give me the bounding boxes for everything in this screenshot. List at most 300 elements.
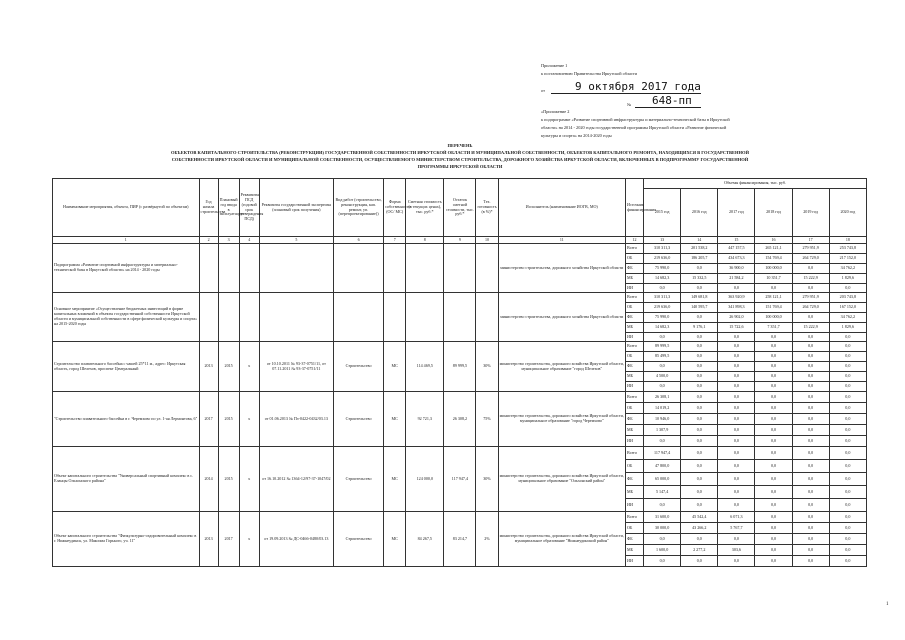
table-row: [53, 244, 867, 254]
number-label: №: [627, 102, 632, 107]
cell-value: 31 600,0: [644, 512, 681, 523]
cell-value: 0,0: [792, 512, 829, 523]
cell-value: 14 682,3: [644, 323, 681, 333]
cell-value: 75 990,0: [644, 313, 681, 323]
cell-value: 0,0: [718, 284, 755, 293]
cell-value: 0,0: [681, 313, 718, 323]
cell-value: 15 722,6: [718, 323, 755, 333]
cell-name: Основное мероприятие «Осуществление бюджетных инвестиций в форме капитальных вложений в объекты государственной собственности Иркутской области и муниципальной собственности в сфере физической культуры и спорта» на 2015-2020 годы: [53, 293, 200, 342]
cell-value: 0,0: [681, 342, 718, 352]
cell-value: 0,0: [718, 499, 755, 512]
cell-executor: министерство строительства, дорожного хозяйства Иркутской области, муниципальное образование "город Черемхово": [498, 392, 625, 447]
cell-value: 341 898,3: [718, 303, 755, 313]
cell-value: 0,0: [681, 352, 718, 362]
cell-value: 0,0: [755, 414, 792, 425]
cell-cost: 114 469,5: [406, 342, 444, 392]
cell-source: Всего: [626, 392, 644, 403]
cell-source: ОБ: [626, 403, 644, 414]
cell-expertise: от 16.10.2012 № 1364-12/97-37-1047/02: [259, 447, 333, 512]
cell-psd: [239, 244, 259, 293]
number-underline: [635, 107, 701, 108]
cell-value: 0,0: [681, 425, 718, 436]
cell-expertise: от 19.09.2013 № ДС-0466-0480/03.13: [259, 512, 333, 567]
date-from-label: от: [541, 88, 545, 93]
cell-work-type: Строительство: [333, 342, 383, 392]
cell-value: 0,0: [829, 534, 866, 545]
cell-work-type: [333, 293, 383, 342]
cell-value: 0,0: [644, 534, 681, 545]
cell-value: 0,0: [755, 284, 792, 293]
cell-source: ИИ: [626, 284, 644, 293]
cell-executor: министерство строительства, дорожного хозяйства Иркутской области, муниципальное образование "Нижнеудинский район": [498, 512, 625, 567]
cell-psd: x: [239, 512, 259, 567]
cell-value: 0,0: [755, 425, 792, 436]
cell-source: ОБ: [626, 352, 644, 362]
cell-value: 14 019,2: [644, 403, 681, 414]
cell-source: Всего: [626, 342, 644, 352]
cell-value: 0,0: [681, 499, 718, 512]
col-header-year-2017: 2017 год: [718, 189, 755, 237]
cell-value: 0,0: [792, 486, 829, 499]
cell-work-type: [333, 244, 383, 293]
cell-start-year: [199, 244, 218, 293]
cell-expertise: [259, 293, 333, 342]
cell-start-year: [199, 293, 218, 342]
col-header-year-2018: 2018 год: [755, 189, 792, 237]
cell-value: 0,0: [829, 499, 866, 512]
col-num: 16: [755, 237, 792, 244]
cell-value: 303,6: [718, 545, 755, 556]
cell-value: 0,0: [792, 333, 829, 342]
cell-value: 0,0: [718, 436, 755, 447]
cell-source: МБ: [626, 372, 644, 382]
cell-value: 0,0: [792, 460, 829, 473]
cell-value: 0,0: [644, 382, 681, 392]
cell-value: 15 222,9: [792, 323, 829, 333]
cell-source: Всего: [626, 512, 644, 523]
document-title-line3: СОБСТВЕННОСТИ ИРКУТСКОЙ ОБЛАСТИ И МУНИЦИПАЛЬНОЙ СОБСТВЕННОСТИ, ОСУЩЕСТВЛЯЕМОГО МИНИСТЕРСТВОМ СТРОИТЕЛЬСТВА, ДОРОЖНОГО ХОЗЯЙСТВА ИРКУТСКОЙ ОБЛАСТИ, ВКЛЮЧЕННЫХ В ПОДПРОГРАММУ ГОСУДАРСТВЕННОЙ: [171, 157, 749, 162]
cell-source: ФБ: [626, 534, 644, 545]
cell-value: 0,0: [755, 352, 792, 362]
cell-name: Строительство плавательного бассейна с чашей 25*11 м., адрес: Иркутская область, город Шелехов, проспект Центральный: [53, 342, 200, 392]
cell-value: 26 308,1: [644, 392, 681, 403]
cell-value: 14 682,3: [644, 274, 681, 284]
cell-value: 0,0: [829, 362, 866, 372]
cell-value: 0,0: [718, 372, 755, 382]
cell-source: ФБ: [626, 264, 644, 274]
cell-value: 9 176,1: [681, 323, 718, 333]
cell-source: МБ: [626, 274, 644, 284]
cell-value: 117 947,4: [644, 447, 681, 460]
cell-value: 0,0: [681, 460, 718, 473]
col-num: 18: [829, 237, 866, 244]
cell-value: 0,0: [755, 473, 792, 486]
cell-value: 0,0: [792, 556, 829, 567]
appendix-subtitle: к постановлению Правительства Иркутской области: [541, 71, 637, 76]
cell-cost: 84 267,5: [406, 512, 444, 567]
cell-psd: [239, 293, 259, 342]
cell-value: 89 999,5: [644, 342, 681, 352]
cell-value: 7 351,7: [755, 323, 792, 333]
col-num: 7: [384, 237, 406, 244]
cell-value: 258 121,1: [755, 293, 792, 303]
col-num: 1: [53, 237, 200, 244]
cell-executor: министерство строительства, дорожного хозяйства Иркутской области: [498, 293, 625, 342]
cell-executor: министерство строительства, дорожного хозяйства Иркутской области, муниципальное образование "Ольхонский район": [498, 447, 625, 512]
cell-plan-year: [218, 244, 239, 293]
cell-value: 186 205,7: [681, 254, 718, 264]
cell-value: 5 147,4: [644, 486, 681, 499]
table-row: [53, 447, 867, 460]
col-num: 12: [626, 237, 644, 244]
cell-value: 0,0: [644, 556, 681, 567]
cell-value: 447 157,5: [718, 244, 755, 254]
cell-value: 0,0: [681, 264, 718, 274]
cell-ownership: МС: [384, 447, 406, 512]
col-header-executor: Исполнитель (наименование ИОГВ, МО): [498, 179, 625, 237]
cell-value: 0,0: [829, 382, 866, 392]
cell-rest: 83 214,7: [444, 512, 476, 567]
cell-value: 151 769,4: [755, 303, 792, 313]
cell-expertise: [259, 244, 333, 293]
cell-value: 0,0: [755, 486, 792, 499]
cell-executor: министерство строительства, дорожного хозяйства Иркутской области, муниципальное образование "город Шелехов": [498, 342, 625, 392]
cell-source: ФБ: [626, 362, 644, 372]
cell-value: 0,0: [792, 284, 829, 293]
cell-readiness: 30%: [476, 447, 498, 512]
cell-value: 0,0: [681, 556, 718, 567]
cell-value: 0,0: [681, 436, 718, 447]
cell-value: 0,0: [718, 352, 755, 362]
cell-value: 0,0: [755, 460, 792, 473]
cell-name: Объект капитального строительства "Физкультурно-оздоровительный комплекс в г. Нижнеудинск, ул. Максима Горького, уч. 11": [53, 512, 200, 567]
cell-value: 10 946,0: [644, 414, 681, 425]
cell-value: 0,0: [829, 512, 866, 523]
cell-cost: [406, 293, 444, 342]
cell-ownership: [384, 244, 406, 293]
cell-value: 4 500,0: [644, 372, 681, 382]
cell-value: 0,0: [718, 460, 755, 473]
col-num: 15: [718, 237, 755, 244]
cell-ownership: [384, 293, 406, 342]
cell-source: ИИ: [626, 556, 644, 567]
cell-value: 0,0: [718, 392, 755, 403]
cell-value: 0,0: [792, 403, 829, 414]
cell-value: 1 829,6: [829, 274, 866, 284]
cell-value: 0,0: [718, 447, 755, 460]
cell-value: 0,0: [792, 499, 829, 512]
cell-value: 0,0: [829, 352, 866, 362]
cell-start-year: 2013: [199, 512, 218, 567]
cell-value: 0,0: [681, 333, 718, 342]
col-header-plan-year: Плановый год ввода в эксплуатацию: [218, 179, 239, 237]
handwritten-number: 648-пп: [652, 94, 692, 107]
cell-value: 0,0: [681, 447, 718, 460]
cell-value: 0,0: [755, 382, 792, 392]
cell-source: МБ: [626, 545, 644, 556]
cell-readiness: [476, 293, 498, 342]
table-row: [53, 293, 867, 303]
cell-value: 310 311,3: [644, 244, 681, 254]
col-header-rest: Остаток сметной стоимости, тыс. руб.*: [444, 179, 476, 237]
cell-ownership: МС: [384, 512, 406, 567]
cell-value: 0,0: [718, 362, 755, 372]
cell-value: 149 681,8: [681, 293, 718, 303]
cell-value: 0,0: [718, 486, 755, 499]
cell-value: 100 000,0: [755, 313, 792, 323]
cell-source: Всего: [626, 293, 644, 303]
cell-value: 1 829,6: [829, 323, 866, 333]
cell-value: 65 000,0: [644, 473, 681, 486]
cell-source: Всего: [626, 244, 644, 254]
cell-name: "Строительство плавательного бассейна в г. Черемхово по ул. 1-ая Лермонтова, 6": [53, 392, 200, 447]
cell-value: 0,0: [755, 447, 792, 460]
cell-value: 15 332,5: [681, 274, 718, 284]
cell-source: ОБ: [626, 303, 644, 313]
cell-source: ИИ: [626, 333, 644, 342]
cell-value: 0,0: [681, 362, 718, 372]
cell-value: 0,0: [829, 436, 866, 447]
cell-readiness: 30%: [476, 342, 498, 392]
cell-value: 0,0: [829, 333, 866, 342]
cell-value: 0,0: [792, 382, 829, 392]
cell-value: 0,0: [792, 425, 829, 436]
cell-value: 26 902,0: [718, 313, 755, 323]
cell-value: 0,0: [718, 556, 755, 567]
cell-value: 0,0: [681, 382, 718, 392]
col-header-ownership: Форма собственности (ОС/ МС): [384, 179, 406, 237]
col-header-psd: Реквизиты ПСД (годовой срок утверждения ПСД): [239, 179, 259, 237]
cell-value: 0,0: [792, 372, 829, 382]
cell-rest: 26 308,2: [444, 392, 476, 447]
cell-value: 85 499,5: [644, 352, 681, 362]
cell-value: 0,0: [829, 392, 866, 403]
appendix2-line2: к подпрограмме «Развитие спортивной инфраструктуры и материально-технической базы в Иркутской: [541, 117, 730, 122]
col-num: 4: [239, 237, 259, 244]
cell-value: 0,0: [644, 284, 681, 293]
cell-value: 0,0: [755, 342, 792, 352]
cell-value: 201 538,2: [681, 244, 718, 254]
col-num: 9: [444, 237, 476, 244]
cell-value: 279 951,9: [792, 293, 829, 303]
cell-cost: 92 721,3: [406, 392, 444, 447]
table-row: [53, 392, 867, 403]
cell-psd: x: [239, 342, 259, 392]
cell-value: 310 311,3: [644, 293, 681, 303]
col-num: 8: [406, 237, 444, 244]
col-num: 3: [218, 237, 239, 244]
cell-value: 45 542,4: [681, 512, 718, 523]
handwritten-date: 9 октября 2017 года: [575, 80, 701, 93]
cell-value: 203 743,8: [829, 293, 866, 303]
cell-value: 219 636,0: [644, 303, 681, 313]
cell-source: ОБ: [626, 460, 644, 473]
cell-work-type: Строительство: [333, 447, 383, 512]
col-num: 17: [792, 237, 829, 244]
cell-value: 0,0: [681, 372, 718, 382]
cell-start-year: 2013: [199, 342, 218, 392]
cell-value: 154 769,4: [755, 254, 792, 264]
cell-value: 0,0: [792, 447, 829, 460]
cell-value: 0,0: [792, 545, 829, 556]
cell-readiness: [476, 244, 498, 293]
cell-source: ИИ: [626, 436, 644, 447]
cell-value: 36 900,0: [718, 264, 755, 274]
col-header-year-2016: 2016 год: [681, 189, 718, 237]
col-num: 5: [259, 237, 333, 244]
cell-value: 0,0: [829, 342, 866, 352]
cell-value: 0,0: [718, 473, 755, 486]
cell-value: 0,0: [792, 414, 829, 425]
cell-expertise: от 01.06.2013 № Пз-0422-0432/03.13: [259, 392, 333, 447]
cell-value: 0,0: [644, 333, 681, 342]
cell-value: 219 636,0: [644, 254, 681, 264]
cell-value: 0,0: [792, 534, 829, 545]
cell-value: 0,0: [718, 414, 755, 425]
cell-value: 0,0: [792, 523, 829, 534]
cell-value: 0,0: [644, 499, 681, 512]
cell-value: 0,0: [755, 392, 792, 403]
col-header-expertise: Реквизиты государственной экспертизы (плановый срок получения): [259, 179, 333, 237]
cell-rest: [444, 244, 476, 293]
cell-value: 0,0: [755, 362, 792, 372]
cell-source: ФБ: [626, 414, 644, 425]
cell-executor: министерство строительства, дорожного хозяйства Иркутской области: [498, 244, 625, 293]
cell-value: 15 222,9: [792, 274, 829, 284]
cell-ownership: МС: [384, 392, 406, 447]
cell-value: 0,0: [829, 403, 866, 414]
table-header-row: [53, 179, 867, 189]
cell-name: Объект капитального строительства "Универсальный спортивный комплекс в с. Еланцы Ольхонского района": [53, 447, 200, 512]
cell-value: 264 729,0: [792, 254, 829, 264]
cell-ownership: МС: [384, 342, 406, 392]
cell-value: 75 990,0: [644, 264, 681, 274]
cell-value: 0,0: [829, 556, 866, 567]
cell-readiness: 75%: [476, 392, 498, 447]
cell-value: 0,0: [755, 499, 792, 512]
document-title-line4: ПРОГРАММЫ ИРКУТСКОЙ ОБЛАСТИ: [417, 164, 503, 169]
column-numbers-row: [53, 237, 867, 244]
cell-value: 167 152,0: [829, 303, 866, 313]
col-header-year-2015: 2015 год: [644, 189, 681, 237]
cell-rest: 89 999,5: [444, 342, 476, 392]
cell-value: 0,0: [755, 534, 792, 545]
cell-value: 30 000,0: [644, 523, 681, 534]
col-header-volume: Объемы финансирования, тыс. руб.: [644, 179, 867, 189]
cell-value: 0,0: [681, 284, 718, 293]
objects-table: [52, 178, 867, 567]
cell-value: 6 071,3: [718, 512, 755, 523]
cell-value: 0,0: [792, 392, 829, 403]
cell-start-year: 2017: [199, 392, 218, 447]
cell-value: 0,0: [718, 333, 755, 342]
cell-value: 0,0: [792, 436, 829, 447]
cell-value: 0,0: [792, 342, 829, 352]
col-header-name: Наименование мероприятия, объекта, ПИР (с развёрнутой по объектам): [53, 179, 200, 237]
col-num: 14: [681, 237, 718, 244]
appendix2-line4: культуры и спорта» на 2014-2020 годы: [541, 133, 612, 138]
cell-value: 100 000,0: [755, 264, 792, 274]
cell-source: ИИ: [626, 499, 644, 512]
cell-value: 0,0: [681, 473, 718, 486]
cell-value: 0,0: [681, 414, 718, 425]
cell-value: 217 152,0: [829, 254, 866, 264]
cell-cost: 124 000,0: [406, 447, 444, 512]
document-title-line2: ОБЪЕКТОВ КАПИТАЛЬНОГО СТРОИТЕЛЬСТВА (РЕКОНСТРУКЦИИ) ГОСУДАРСТВЕННОЙ СОБСТВЕННОСТИ ИРКУТСКОЙ ОБЛАСТИ И МУНИЦИПАЛЬНОЙ СОБСТВЕННОСТИ, ОБЪЕКТОВ КАПИТАЛЬНОГО РЕМОНТА, НАХОДЯЩИХСЯ В ГОСУДАРСТВЕННОЙ: [170, 150, 750, 155]
cell-value: 0,0: [718, 425, 755, 436]
cell-value: 1 307,9: [644, 425, 681, 436]
col-header-readiness: Тех. готовность (в %)*: [476, 179, 498, 237]
document-title: ПЕРЕЧЕНЬ: [447, 143, 473, 148]
cell-value: 5 767,7: [718, 523, 755, 534]
cell-value: 140 595,7: [681, 303, 718, 313]
cell-value: 0,0: [829, 372, 866, 382]
cell-value: 434 673,3: [718, 254, 755, 264]
cell-value: 0,0: [792, 352, 829, 362]
cell-value: 2 277,2: [681, 545, 718, 556]
cell-value: 0,0: [718, 382, 755, 392]
cell-value: 0,0: [829, 545, 866, 556]
cell-rest: [444, 293, 476, 342]
col-num: 10: [476, 237, 498, 244]
cell-value: 0,0: [792, 362, 829, 372]
cell-plan-year: 2015: [218, 447, 239, 512]
cell-start-year: 2014: [199, 447, 218, 512]
cell-source: МБ: [626, 486, 644, 499]
appendix-label: Приложение 1: [541, 63, 568, 68]
cell-value: 21 584,2: [718, 274, 755, 284]
cell-plan-year: 2015: [218, 342, 239, 392]
cell-value: 0,0: [829, 473, 866, 486]
cell-rest: 117 947,4: [444, 447, 476, 512]
cell-value: 0,0: [718, 534, 755, 545]
cell-value: 279 951,9: [792, 244, 829, 254]
col-num: 2: [199, 237, 218, 244]
cell-value: 363 920,9: [718, 293, 755, 303]
cell-value: 1 600,0: [644, 545, 681, 556]
cell-value: 0,0: [829, 284, 866, 293]
cell-source: Всего: [626, 447, 644, 460]
cell-value: 0,0: [755, 372, 792, 382]
cell-value: 0,0: [829, 460, 866, 473]
col-header-cost: Сметная стоимость (в текущих ценах), тыс. руб.*: [406, 179, 444, 237]
cell-value: 0,0: [829, 523, 866, 534]
cell-value: 47 800,0: [644, 460, 681, 473]
cell-value: 0,0: [755, 436, 792, 447]
cell-value: 0,0: [681, 534, 718, 545]
col-header-work-type: Вид работ (строительство, реконструкция, кап. ремонт, уп. (перепроектирование)): [333, 179, 383, 237]
cell-expertise: от 10.10.2011 № 93-37-0751/11, от 07.11.2011 № 93-37-0751/11: [259, 342, 333, 392]
cell-value: 253 743,8: [829, 244, 866, 254]
cell-name: Подпрограмма «Развитие спортивной инфраструктуры и материально-технической базы в Иркутской области» на 2014 - 2020 годы: [53, 244, 200, 293]
col-header-start-year: Год начала строительства: [199, 179, 218, 237]
cell-work-type: Строительство: [333, 512, 383, 567]
cell-value: 10 351,7: [755, 274, 792, 284]
cell-value: 0,0: [755, 556, 792, 567]
cell-value: 264 729,0: [792, 303, 829, 313]
cell-value: 0,0: [792, 313, 829, 323]
cell-value: 0,0: [792, 264, 829, 274]
cell-value: 0,0: [718, 403, 755, 414]
cell-source: МБ: [626, 425, 644, 436]
cell-value: 265 121,1: [755, 244, 792, 254]
cell-source: МБ: [626, 323, 644, 333]
table-row: [53, 512, 867, 523]
cell-value: 0,0: [829, 486, 866, 499]
col-header-source: Источник финансирования: [626, 179, 644, 237]
col-header-year-2019: 2019 год: [792, 189, 829, 237]
cell-source: ФБ: [626, 473, 644, 486]
